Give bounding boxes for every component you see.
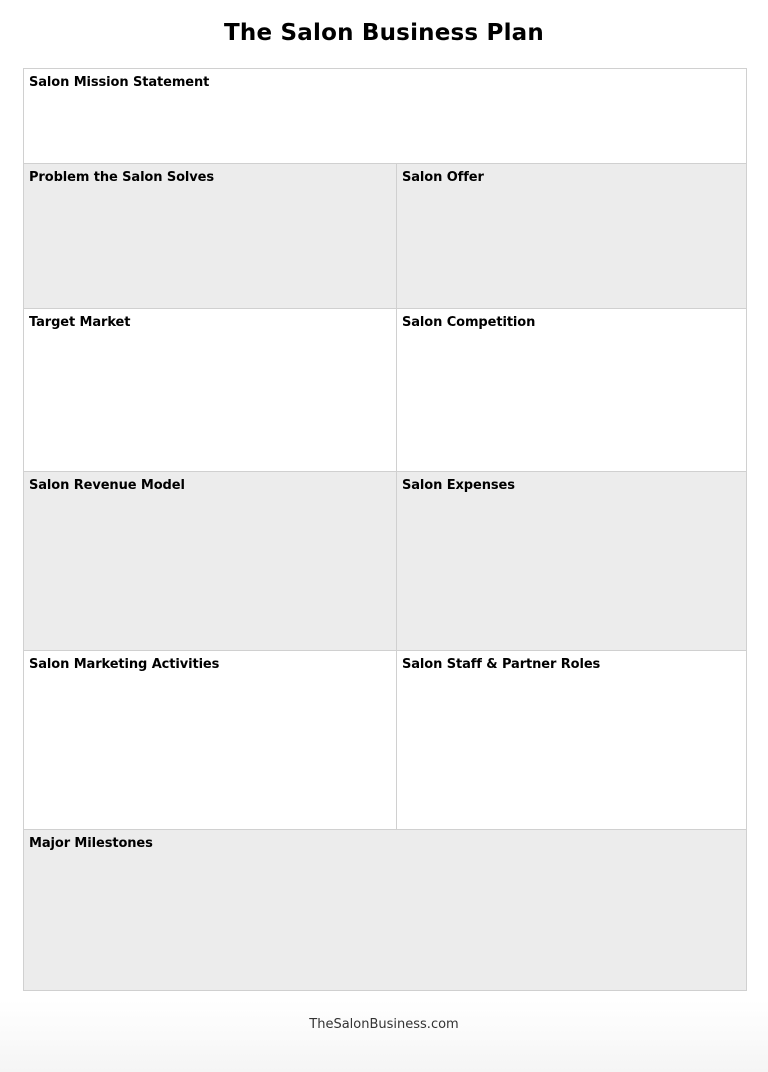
section-revenue-model[interactable]	[24, 472, 397, 651]
section-label: Salon Staff & Partner Roles	[402, 657, 601, 672]
section-label: Major Milestones	[29, 836, 153, 851]
section-offer[interactable]	[397, 164, 746, 309]
section-label: Salon Mission Statement	[29, 75, 210, 90]
section-mission-statement[interactable]	[24, 69, 746, 164]
page-title: The Salon Business Plan	[224, 20, 544, 46]
section-label: Salon Offer	[402, 170, 484, 185]
section-label: Salon Competition	[402, 315, 536, 330]
section-milestones[interactable]	[24, 830, 746, 990]
section-marketing[interactable]	[24, 651, 397, 830]
section-expenses[interactable]	[397, 472, 746, 651]
section-label: Salon Expenses	[402, 478, 515, 493]
section-problem[interactable]	[24, 164, 397, 309]
section-label: Problem the Salon Solves	[29, 170, 215, 185]
section-label: Salon Marketing Activities	[29, 657, 220, 672]
footer-website: TheSalonBusiness.com	[309, 1017, 459, 1032]
section-target-market[interactable]	[24, 309, 397, 472]
section-competition[interactable]	[397, 309, 746, 472]
section-label: Salon Revenue Model	[29, 478, 185, 493]
section-staff-roles[interactable]	[397, 651, 746, 830]
business-plan-grid	[23, 68, 747, 991]
section-label: Target Market	[29, 315, 131, 330]
